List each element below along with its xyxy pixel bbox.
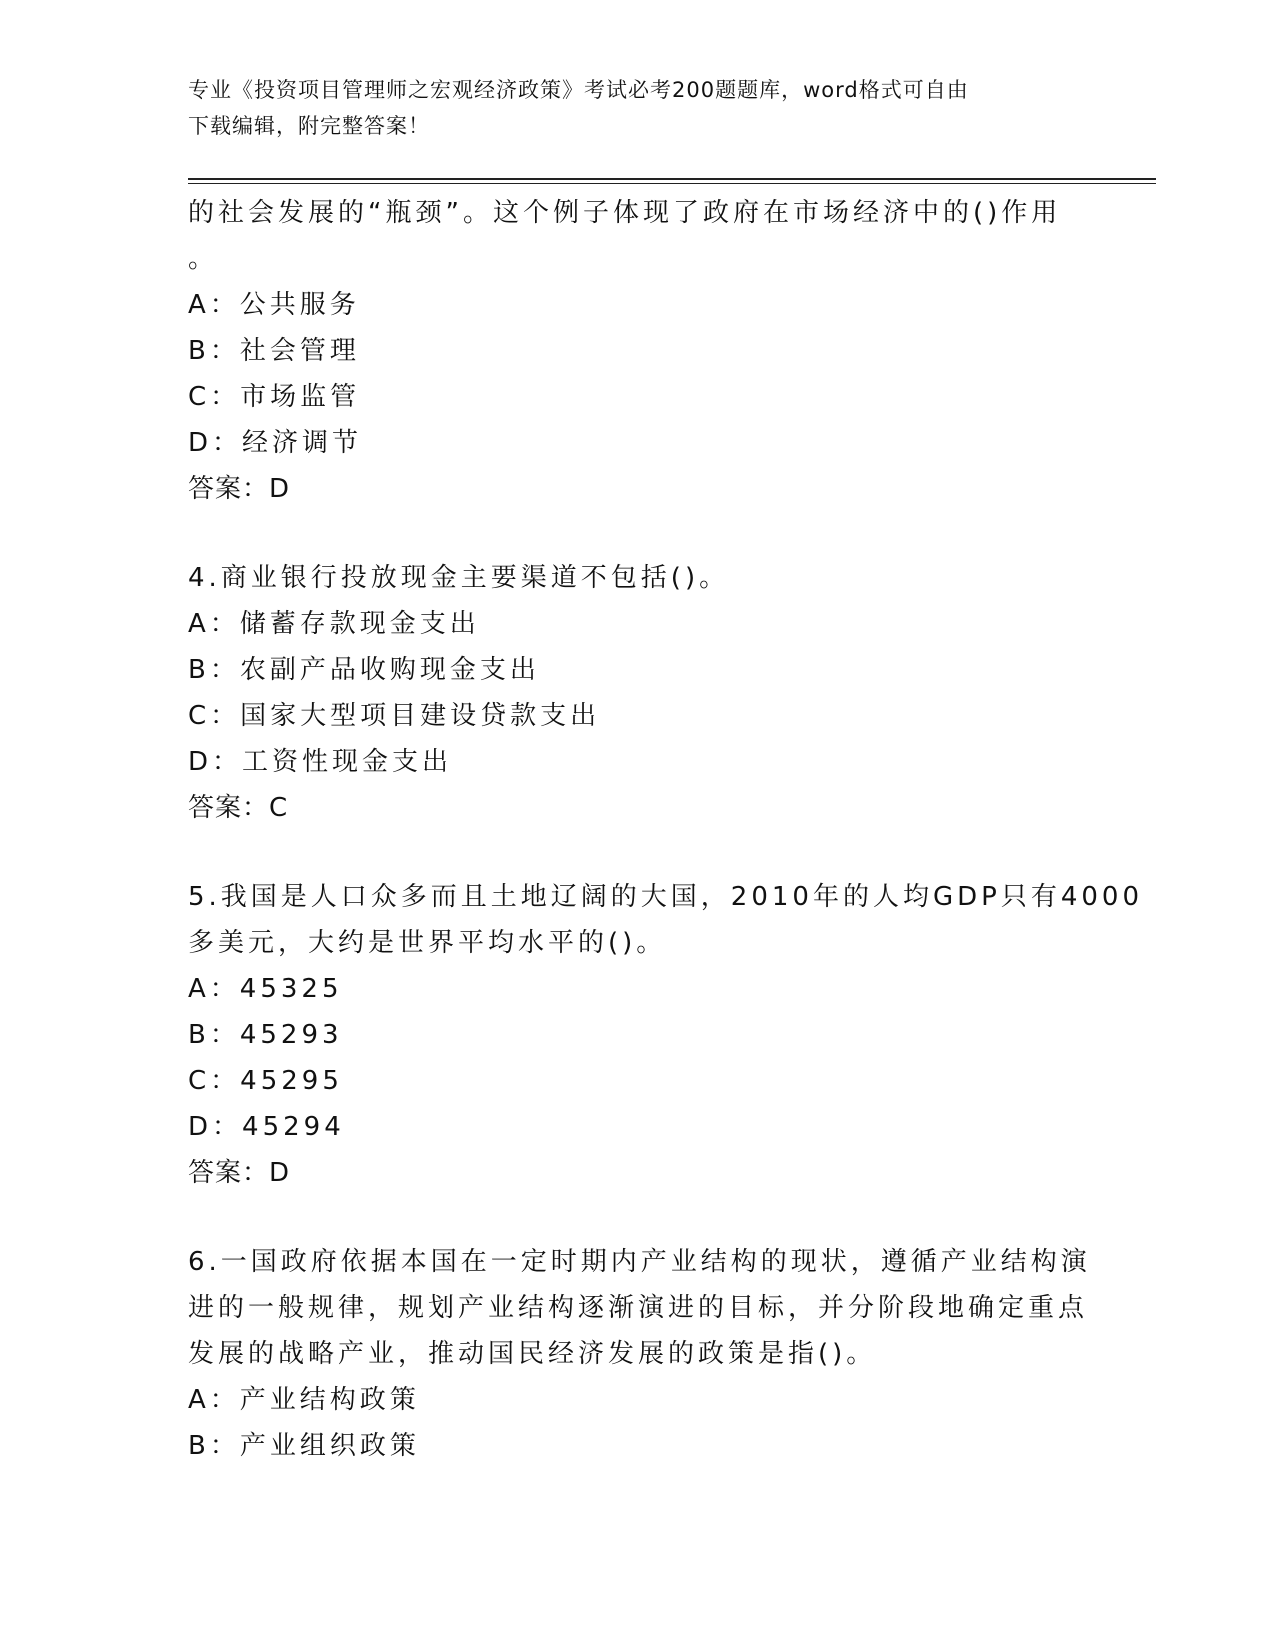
- question-stem: 进的一般规律，规划产业结构逐渐演进的目标，并分阶段地确定重点: [188, 1293, 1089, 1323]
- header-divider-thin: [188, 183, 1156, 184]
- question-stem: 4.商业银行投放现金主要渠道不包括()。: [188, 563, 730, 593]
- option-a: A：45325: [188, 974, 343, 1004]
- question-stem: 6.一国政府依据本国在一定时期内产业结构的现状，遵循产业结构演: [188, 1247, 1091, 1277]
- option-a: A：储蓄存款现金支出: [188, 609, 480, 639]
- question-5: [188, 874, 1143, 1196]
- header-title-line-1: 专业《投资项目管理师之宏观经济政策》考试必考200题题库，word格式可自由: [188, 78, 969, 102]
- question-3: [188, 190, 1088, 512]
- option-d: D：经济调节: [188, 428, 363, 458]
- header-title-line-2: 下载编辑，附完整答案！: [188, 114, 430, 138]
- question-stem: 的社会发展的“瓶颈”。这个例子体现了政府在市场经济中的()作用: [188, 198, 1062, 228]
- option-b: B：产业组织政策: [188, 1431, 420, 1461]
- option-d: D：45294: [188, 1112, 345, 1142]
- header-divider-thick: [188, 178, 1156, 180]
- question-stem: 发展的战略产业，推动国民经济发展的政策是指()。: [188, 1339, 877, 1369]
- option-b: B：农副产品收购现金支出: [188, 655, 540, 685]
- answer-label: 答案：C: [188, 793, 289, 823]
- spacer: [188, 512, 1088, 555]
- question-stem: 。: [188, 244, 219, 274]
- question-6: [188, 1239, 1091, 1469]
- question-stem: 多美元，大约是世界平均水平的()。: [188, 928, 667, 958]
- question-4: [188, 555, 1088, 831]
- option-d: D：工资性现金支出: [188, 747, 453, 777]
- question-stem: 5.我国是人口众多而且土地辽阔的大国，2010年的人均GDP只有4000: [188, 882, 1143, 912]
- option-b: B：社会管理: [188, 336, 360, 366]
- option-c: C：市场监管: [188, 382, 361, 412]
- spacer: [188, 831, 1088, 874]
- answer-label: 答案：D: [188, 1158, 291, 1188]
- option-c: C：国家大型项目建设贷款支出: [188, 701, 601, 731]
- spacer: [188, 1196, 1088, 1239]
- option-a: A：公共服务: [188, 290, 360, 320]
- question-content: [188, 190, 1143, 1469]
- option-b: B：45293: [188, 1020, 343, 1050]
- option-a: A：产业结构政策: [188, 1385, 420, 1415]
- page-header: [188, 72, 1088, 144]
- option-c: C：45295: [188, 1066, 343, 1096]
- answer-label: 答案：D: [188, 474, 291, 504]
